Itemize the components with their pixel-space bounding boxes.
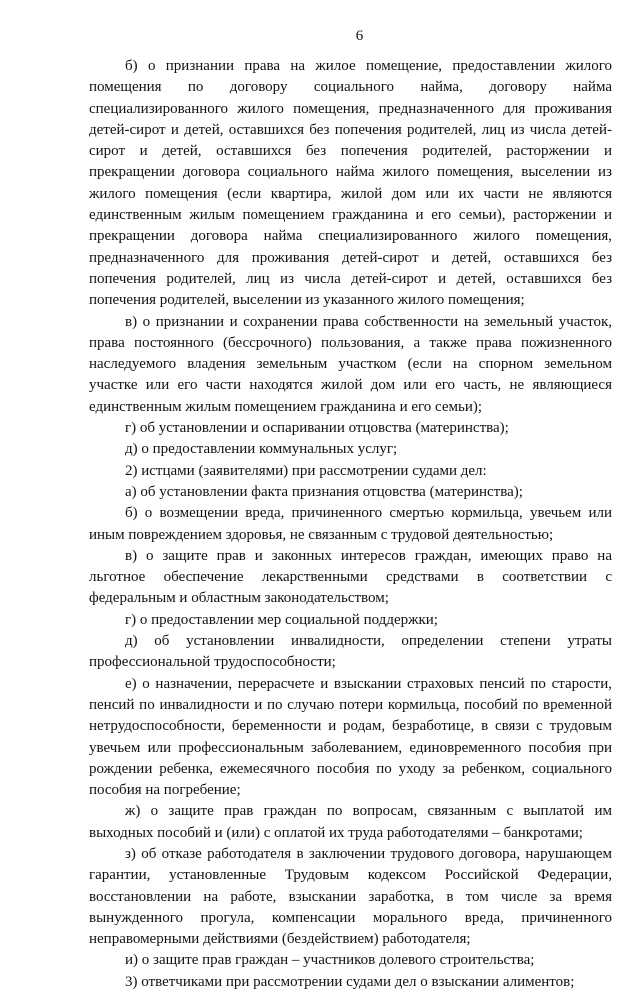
paragraph-d-disability: д) об установлении инвалидности, определении степени утраты профессиональной трудоспособности; bbox=[89, 633, 612, 671]
paragraph-v-land: в) о признании и сохранении права собственности на земельный участок, права постоянного (бессрочного) пользования, а также права пожизненного наследуемого владения земельным участком (если на спорном земельном участке или его части находятся жилой дом или его часть, не являющиеся единственным жилым помещением гражданина и его семьи); bbox=[89, 313, 612, 415]
paragraph-a-paternity-fact: а) об установлении факта признания отцовства (материнства); bbox=[125, 483, 523, 500]
paragraph-b-housing: б) о признании права на жилое помещение, предоставлении жилого помещения по договору социального найма, договору найма специализированного жилого помещения, предназначенного для проживания детей-сирот и детей, оставшихся без попечения родителей, лиц из числа детей-сирот и детей, оставшихся без попечения родителей, расторжении и прекращении договора социального найма жилого помещения, выселении из жилого помещения (если квартира, жилой дом или их части не являются единственным жилым помещением гражданина и его семьи), расторжении и прекращении договора найма специализированного жилого помещения, предназначенного для проживания детей-сирот и детей, оставшихся без попечения родителей, лиц из числа детей-сирот и детей, оставшихся без попечения родителей, выселении из указанного жилого помещения; bbox=[89, 58, 612, 309]
paragraph-e-pensions: е) о назначении, перерасчете и взыскании страховых пенсий по старости, пенсий по инвалидности и по случаю потери кормильца, пособий по временной нетрудоспособности, беременности и родам, безработице, в связи с трудовым увечьем или профессиональным заболеванием, единовременного пособия при рождении ребенка, ежемесячного пособия по уходу за ребенком, социального пособия на погребение; bbox=[89, 675, 612, 799]
paragraph-g-paternity: г) об установлении и оспаривании отцовства (материнства); bbox=[125, 420, 509, 437]
paragraph-g-social-support: г) о предоставлении мер социальной поддержки; bbox=[125, 611, 438, 628]
paragraph-z-employment: з) об отказе работодателя в заключении трудового договора, нарушающем гарантии, установленные Трудовым кодексом Российской Федерации, восстановлении на работе, взыскании заработка, в том числе за время вынужденного прогула, компенсации морального вреда, причиненного неправомерными действиями (бездействием) работодателя; bbox=[89, 845, 612, 948]
paragraph-i-shared-construction: и) о защите прав граждан – участников долевого строительства; bbox=[125, 952, 535, 969]
paragraph-v-medicines: в) о защите прав и законных интересов граждан, имеющих право на льготное обеспечение лекарственными средствами в соответствии с федеральным и областным законодательством; bbox=[89, 547, 612, 607]
page-number: 6 bbox=[355, 28, 364, 44]
paragraph-d-utilities: д) о предоставлении коммунальных услуг; bbox=[125, 441, 398, 458]
paragraph-3-alimony: 3) ответчиками при рассмотрении судами дел о взыскании алиментов; bbox=[125, 973, 575, 990]
paragraph-2-plaintiffs: 2) истцами (заявителями) при рассмотрении судами дел: bbox=[125, 462, 487, 479]
paragraph-b-compensation: б) о возмещении вреда, причиненного смертью кормильца, увечьем или иным повреждением здоровья, не связанным с трудовой деятельностью; bbox=[89, 505, 612, 543]
paragraph-zh-severance: ж) о защите прав граждан по вопросам, связанным с выплатой им выходных пособий и (или) с оплатой их труда работодателями – банкротами; bbox=[89, 803, 612, 841]
